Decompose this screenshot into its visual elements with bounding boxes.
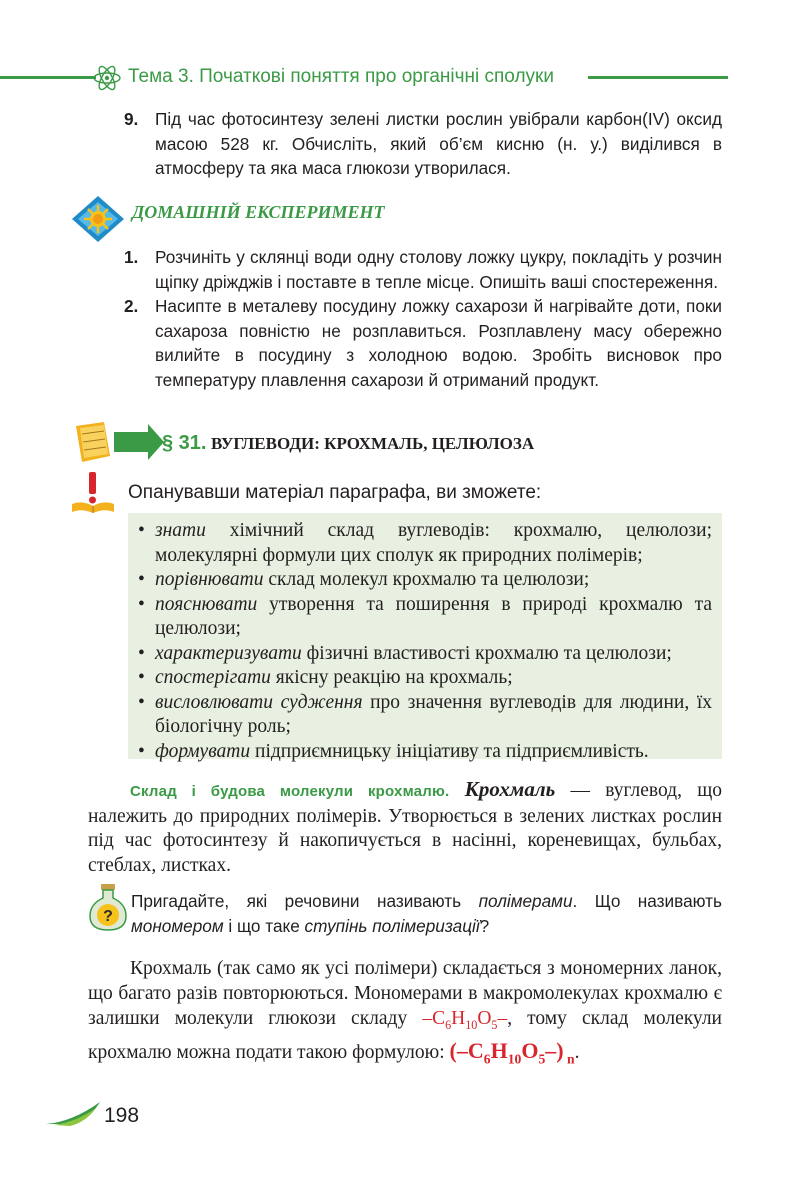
starch-formula: $(-C_6H_{10}O_5-)$ $_n$ (449, 1037, 575, 1067)
goals-intro: Опанувавши матеріал параграфа, ви зможете: (128, 482, 542, 503)
experiment-sun-icon (70, 194, 126, 244)
list-item: • знати хімічний склад вуглеводів: крохмалю, целюлози; молекулярні формули цих сполук як природних полімерів; (138, 519, 712, 568)
experiment-1-text: Розчиніть у склянці води одну столову ложку цукру, покладіть у розчин щіпку дріжджів і поставте в тепле місце. Опишіть ваші спостереження. (155, 247, 722, 292)
task-text: Під час фотосинтезу зелені листки рослин увібрали карбон(IV) оксид масою 528 кг. Обчисліть, який об’єм кисню (н. у.) виділився в атмосферу та яка маса глюкози утворилася. (155, 109, 722, 178)
page-leaf-icon (46, 1100, 102, 1126)
question-flask-icon (86, 882, 130, 934)
experiment-1-number: 1. (124, 247, 139, 267)
experiment-2-text: Насипте в металеву посудину ложку сахарози й нагрівайте доти, поки сахароза повністю не розплавиться. Розплавлену масу обережно вилийте в посудину з холодною водою. Зробіть висновок про температуру плавлення сахарози й отриманий продукт. (155, 296, 722, 390)
starch-monomer-paragraph: Крохмаль (так само як усі полімери) складається з мономерних ланок, що багато разів повторюються. Мономерами в макромолекулах крохмалю є залишки молекули глюкози складу $-C_6H_{10}O_5-$, тому склад молекули крохмалю можна подати такою формулою: $(-C_6H_{10}O_5-)$ $_n$. (88, 958, 722, 1067)
paragraph-number: § 31. (162, 432, 207, 454)
header-title: Тема 3. Початкові поняття про органічні сполуки (128, 66, 554, 87)
goals-list (138, 519, 712, 764)
paragraph-heading (162, 432, 534, 455)
section-heading: Склад і будова молекули крохмалю. (130, 783, 450, 800)
paragraph-title: ВУГЛЕВОДИ: КРОХМАЛЬ, ЦЕЛЮЛОЗА (210, 434, 535, 453)
experiment-2-number: 2. (124, 296, 139, 316)
exclamation-book-icon (70, 470, 116, 514)
book-arrow-icon (74, 420, 166, 464)
monomer-formula: $-C_6H_{10}O_5-$ (422, 1008, 508, 1032)
task-number: 9. (124, 109, 139, 129)
recall-question: Пригадайте, які речовини називають полімерами. Що називають мономером і що таке ступінь полімеризації? (131, 891, 722, 936)
list-item: • формувати підприємницьку ініціативу та підприємливість. (138, 740, 712, 765)
home-experiment-title: ДОМАШНІЙ ЕКСПЕРИМЕНТ (132, 202, 385, 222)
term-starch: Крохмаль (464, 777, 556, 801)
list-item: • висловлювати судження про значення вуглеводів для людини, їх біологічну роль; (138, 691, 712, 740)
list-item: • пояснювати утворення та поширення в природі крохмалю та целюлози; (138, 593, 712, 642)
atom-icon (92, 64, 122, 92)
header-rule-left (0, 76, 96, 79)
starch-composition-paragraph: Склад і будова молекули крохмалю. Крохмаль — вуглевод, що належить до природних полімерів. Утворюється в зелених листках рослин під час фотосинтезу й накопичується в насінні, кореневищах, бульбах, стеблах, листках. (88, 777, 723, 876)
svg-text:?: ? (103, 908, 113, 925)
list-item: • порівнювати склад молекул крохмалю та целюлози; (138, 568, 712, 593)
list-item: • спостерігати якісну реакцію на крохмаль; (138, 666, 712, 691)
header-rule-right (588, 76, 728, 79)
page-number: 198 (104, 1104, 140, 1127)
list-item: • характеризувати фізичні властивості крохмалю та целюлози; (138, 642, 712, 667)
